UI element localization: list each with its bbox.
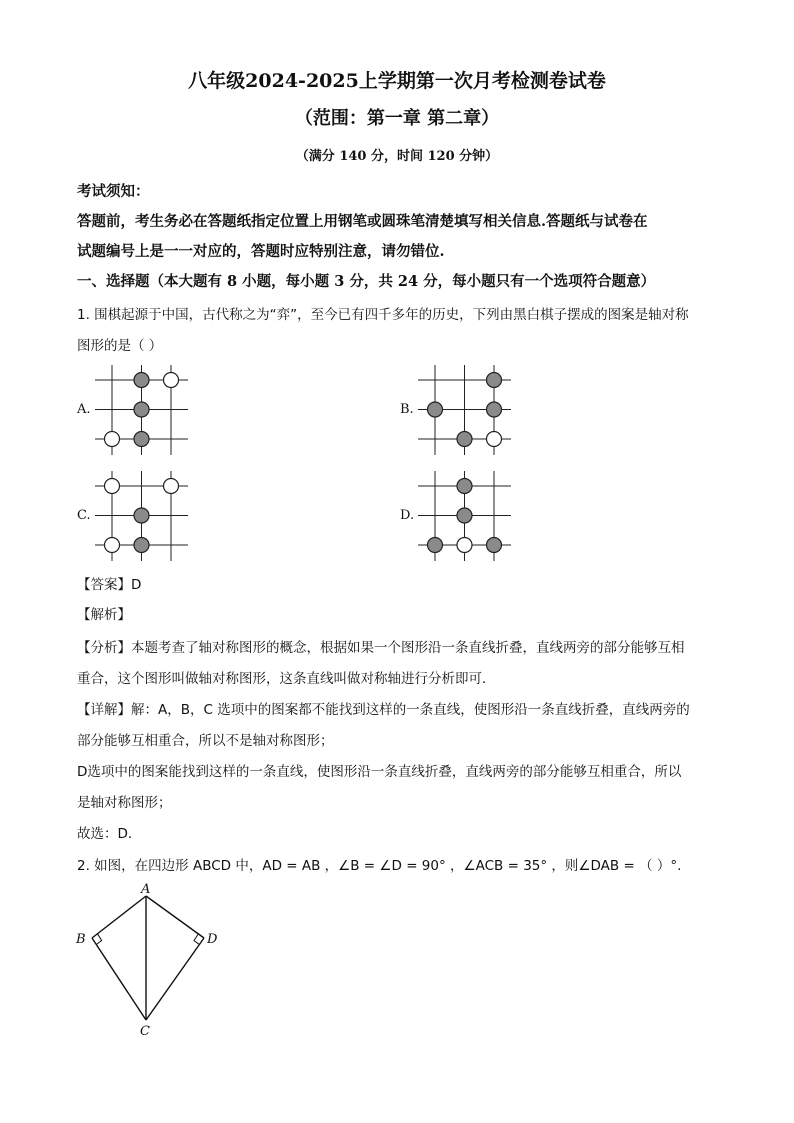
black-stone xyxy=(428,402,443,417)
exam-title: 八年级2024-2025上学期第一次月考检测卷试卷 xyxy=(188,70,606,92)
side-ab xyxy=(92,896,146,938)
exam-scope: （范围：第一章 第二章） xyxy=(294,108,500,129)
white-stone xyxy=(457,538,472,553)
q1-detail-line-2: 部分能够互相重合，所以不是轴对称图形； xyxy=(77,733,334,749)
option-d-board xyxy=(418,471,513,561)
side-bc xyxy=(92,938,146,1020)
black-stone xyxy=(457,432,472,447)
exam-meta: （满分 140 分，时间 120 分钟） xyxy=(295,149,499,164)
option-c-label: C. xyxy=(77,508,91,523)
white-stone xyxy=(105,432,120,447)
right-angle-mark-b xyxy=(96,934,102,945)
notice-heading: 考试须知： xyxy=(77,183,150,200)
black-stone xyxy=(134,432,149,447)
black-stone xyxy=(457,508,472,523)
q1-text-line-1: 1. 围棋起源于中国，古代称之为“弈”，至今已有四千多年的历史，下列由黑白棋子摆成的图案是轴对称 xyxy=(77,307,689,323)
black-stone xyxy=(134,538,149,553)
option-c-board xyxy=(95,471,190,561)
black-stone xyxy=(487,402,502,417)
white-stone xyxy=(105,538,120,553)
q1-text-line-2: 图形的是（ ） xyxy=(77,338,163,354)
option-b-board xyxy=(418,365,513,455)
side-ad xyxy=(146,896,204,938)
q1-conclusion: 故选：D． xyxy=(77,826,142,842)
q1-detail-line-1: 【详解】解：A，B，C 选项中的图案都不能找到这样的一条直线，使图形沿一条直线折叠，直线两旁的 xyxy=(77,702,690,718)
black-stone xyxy=(134,508,149,523)
white-stone xyxy=(164,479,179,494)
section-heading: 一、选择题（本大题有 8 小题，每小题 3 分，共 24 分，每小题只有一个选项符合题意） xyxy=(77,273,656,290)
q2-text: 2. 如图，在四边形 ABCD 中，AD = AB ，∠B = ∠D = 90° ，∠ACB = 35° ，则∠DAB = （ ）°. xyxy=(77,858,682,874)
white-stone xyxy=(487,432,502,447)
q1-detail-line-4: 是轴对称图形； xyxy=(77,795,172,811)
q1-analysis-heading: 【解析】 xyxy=(77,607,131,623)
side-dc xyxy=(146,938,204,1020)
black-stone xyxy=(428,538,443,553)
q1-detail-line-3: D选项中的图案能找到这样的一条直线，使图形沿一条直线折叠，直线两旁的部分能够互相重合，所以 xyxy=(77,764,682,780)
q1-analysis-line-1: 【分析】本题考查了轴对称图形的概念，根据如果一个图形沿一条直线折叠，直线两旁的部分能够互相 xyxy=(77,640,685,656)
option-a-label: A. xyxy=(77,402,91,417)
notice-line-2: 试题编号上是一一对应的，答题时应特别注意，请勿错位. xyxy=(77,243,445,260)
q1-analysis-line-2: 重合，这个图形叫做轴对称图形，这条直线叫做对称轴进行分析即可． xyxy=(77,671,496,687)
white-stone xyxy=(105,479,120,494)
vertex-label-b: B xyxy=(76,932,86,947)
notice-line-1: 答题前，考生务必在答题纸指定位置上用钢笔或圆珠笔清楚填写相关信息.答题纸与试卷在 xyxy=(77,213,648,230)
vertex-label-a: A xyxy=(141,882,151,897)
option-b-label: B. xyxy=(400,402,414,417)
black-stone xyxy=(487,538,502,553)
black-stone xyxy=(134,373,149,388)
option-a-board xyxy=(95,365,190,455)
black-stone xyxy=(487,373,502,388)
black-stone xyxy=(457,479,472,494)
vertex-label-c: C xyxy=(140,1024,150,1039)
q1-answer: 【答案】D xyxy=(77,577,142,593)
option-d-label: D. xyxy=(400,508,415,523)
right-angle-mark-d xyxy=(194,934,200,945)
black-stone xyxy=(134,402,149,417)
vertex-label-d: D xyxy=(207,932,218,947)
q2-quadrilateral-figure xyxy=(72,880,232,1040)
white-stone xyxy=(164,373,179,388)
